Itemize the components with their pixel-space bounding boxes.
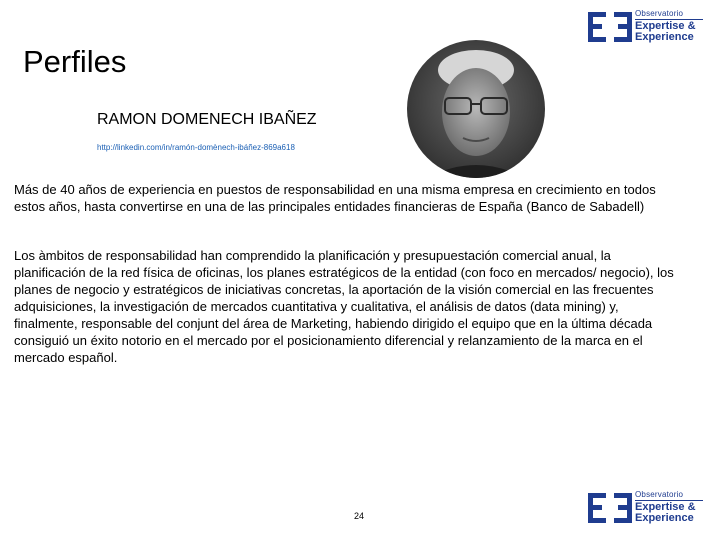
- brand-mark-icon: [588, 12, 632, 42]
- brand-small-text: Observatorio: [635, 490, 684, 499]
- brand-mark-icon: [588, 493, 632, 523]
- brand-line-2: Experience: [635, 512, 694, 524]
- brand-line-1: Expertise &: [635, 20, 696, 32]
- brand-logo-top: [588, 10, 703, 43]
- bio-paragraph-1: Más de 40 años de experiencia en puestos de responsabilidad en una misma empresa en crecimiento en todos estos años, hasta convertirse en una de las principales entidades financieras de España (Banco de Sabadell): [14, 182, 656, 214]
- page-number: 24: [354, 511, 365, 521]
- brand-logo-bottom: [588, 491, 703, 524]
- brand-wordmark: [635, 10, 703, 43]
- portrait-photo: [407, 40, 545, 178]
- linkedin-link[interactable]: http://linkedin.com/in/ramón-domènech-ibáñez-869a618: [97, 143, 295, 152]
- profile-name: RAMON DOMENECH IBAÑEZ: [97, 111, 317, 128]
- bio-paragraph-2: Los àmbitos de responsabilidad han comprendido la planificación y presupuestación comercial anual, la planificación de la red física de oficinas, los planes estratégicos de la entidad (con foco en mercados/ negocio), los planes de negocio y estratégicos de iniciativas concretas, la aportación de la visión comercial en las frecuentes adquisiciones, la investigación de mercados cuantitativa y cualitativa, el análisis de datos (data mining) y, finalmente, responsable del conjunt del área de Marketing, habiendo dirigido el equipo que en la última década consiguió un éxito notorio en el mercado por el posicionamiento diferencial y relanzamiento de la marca en el mercado español.: [14, 248, 674, 365]
- page-title: Perfiles: [23, 44, 127, 79]
- brand-line-2: Experience: [635, 31, 694, 43]
- profile-photo: [407, 40, 545, 178]
- brand-small-text: Observatorio: [635, 9, 684, 18]
- brand-line-1: Expertise &: [635, 501, 696, 513]
- brand-wordmark: [635, 491, 703, 524]
